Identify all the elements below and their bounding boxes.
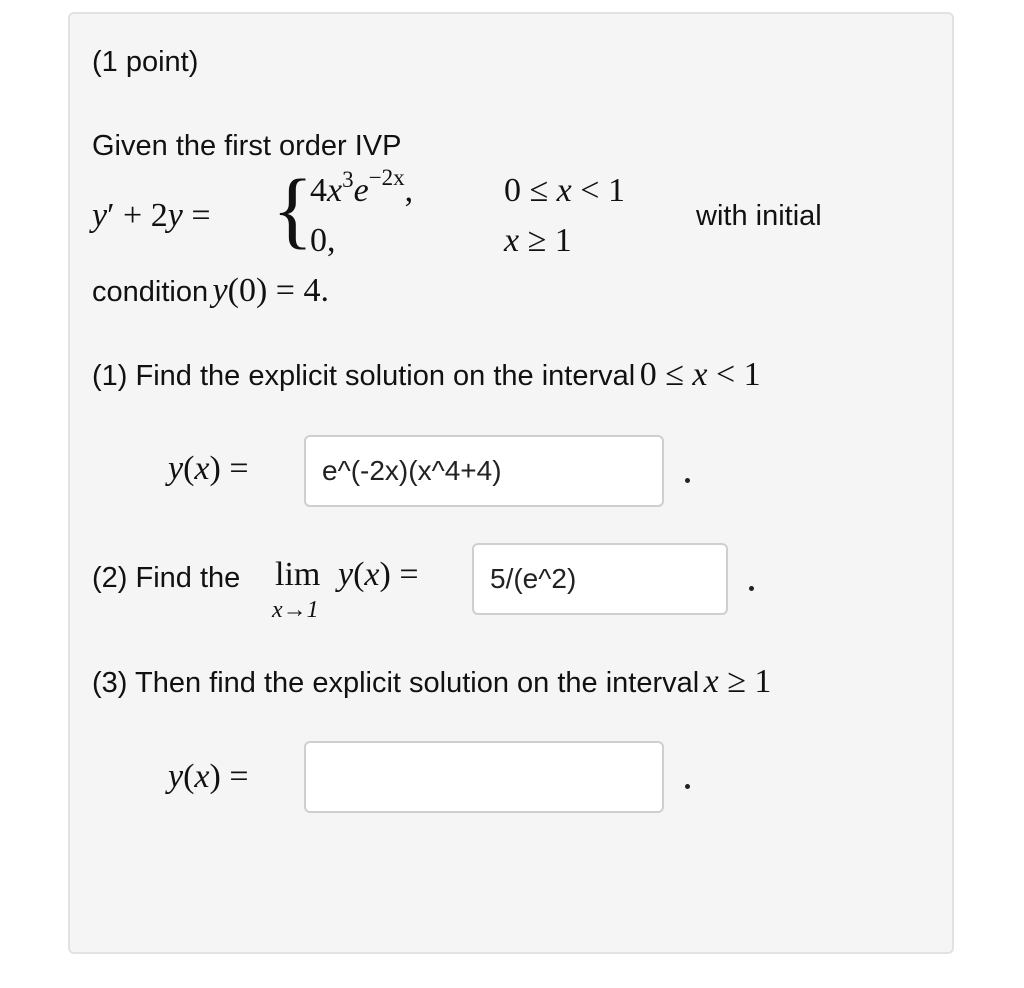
part1-lhs [168, 450, 249, 488]
initial-condition [92, 272, 329, 310]
part2-x: x [364, 556, 380, 593]
part2-text: (2) Find the [92, 562, 241, 594]
ode-prime: ′ [107, 197, 115, 234]
part2-answer-input[interactable]: 5/(e^2) [472, 543, 728, 615]
part2-y: y [338, 556, 354, 593]
part3-y: y [168, 758, 184, 795]
limit-operator: lim [275, 556, 321, 593]
case1-exp: 3 [342, 167, 354, 192]
condition-rest: (0) = 4. [227, 272, 329, 309]
part1-paren: ( [183, 450, 195, 487]
part1-interval-x: x [692, 356, 708, 393]
case1-exp2: −2x [368, 165, 405, 190]
ode-y2: y [167, 197, 183, 234]
part1-period [685, 478, 690, 483]
part3-interval-right: ≥ 1 [718, 663, 772, 700]
ode-equals: = [182, 197, 211, 234]
part3-period [685, 784, 690, 789]
points-label: (1 point) [92, 46, 199, 78]
part3-paren: ( [183, 758, 195, 795]
part2-equals: ) = [379, 556, 419, 593]
part1-answer-input[interactable]: e^(-2x)(x^4+4) [304, 435, 664, 507]
part1-text: (1) Find the explicit solution on the interval [92, 360, 636, 392]
condition-y: y [212, 272, 228, 309]
case1-expression [310, 165, 414, 210]
part1-interval-right: < 1 [707, 356, 761, 393]
case1-comma: , [404, 172, 414, 209]
part2-lhs [338, 556, 419, 594]
ode-lhs [92, 197, 211, 235]
case1-x: x [327, 172, 343, 209]
case2-expression: 0, [310, 222, 336, 259]
condition-label: condition [92, 276, 209, 308]
ode-y: y [92, 197, 108, 234]
part3-equals: ) = [209, 758, 249, 795]
left-brace: { [272, 161, 314, 257]
part1-interval-left: 0 ≤ [639, 356, 693, 393]
part3-interval-x: x [703, 663, 719, 700]
cond2-right: ≥ 1 [519, 222, 572, 259]
part1-equals: ) = [209, 450, 249, 487]
limit-subscript: x→1 [272, 597, 319, 623]
problem-intro: Given the first order IVP [92, 130, 402, 162]
case1-e: e [353, 172, 369, 209]
part2-period [749, 586, 754, 591]
cond2-x: x [504, 222, 520, 259]
part3-lhs [168, 758, 249, 796]
part3-text: (3) Then find the explicit solution on the interval [92, 667, 700, 699]
case1-coef: 4 [310, 172, 327, 209]
case2-condition [504, 222, 572, 260]
ode-plus-two: + 2 [114, 197, 168, 234]
part1-x: x [194, 450, 210, 487]
part2-paren: ( [353, 556, 365, 593]
cond1-left: 0 ≤ [504, 172, 557, 209]
cond1-x: x [556, 172, 572, 209]
part3-prompt [92, 663, 771, 701]
with-initial-text: with initial [696, 200, 822, 232]
cond1-right: < 1 [571, 172, 625, 209]
part1-y: y [168, 450, 184, 487]
case1-condition [504, 172, 625, 210]
part3-x: x [194, 758, 210, 795]
part3-answer-input[interactable] [304, 741, 664, 813]
part1-prompt [92, 356, 761, 394]
